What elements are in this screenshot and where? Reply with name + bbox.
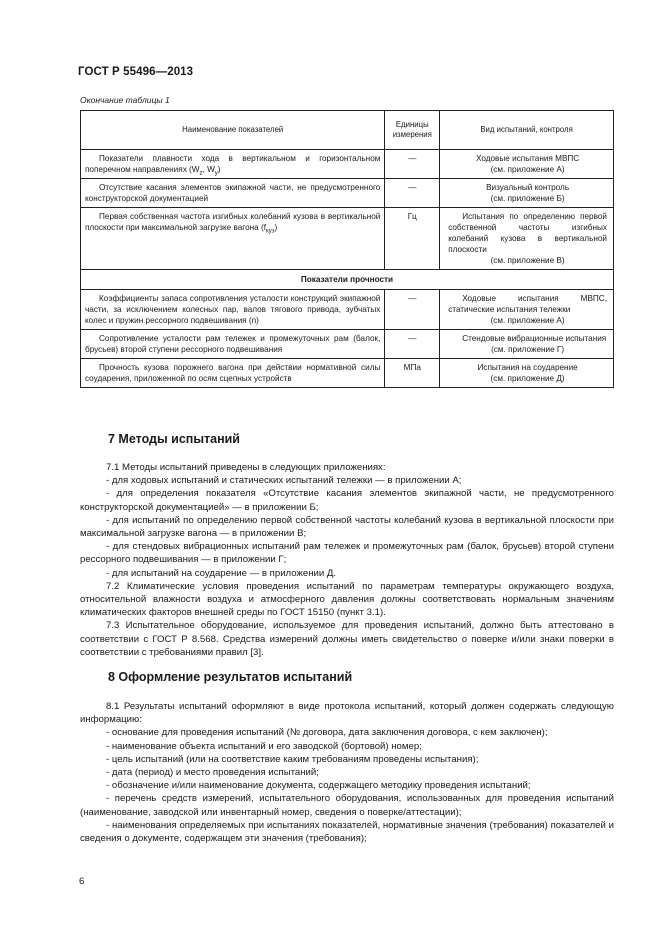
- list-item: - для определения показателя «Отсутствие касания элементов экипажной части, не предусмотренного конструкторской документацией» — в приложении Б;: [80, 488, 614, 513]
- table-row: [81, 290, 614, 330]
- method-cell: Визуальный контроль (см. приложение Б): [440, 179, 614, 208]
- table-row: [81, 359, 614, 388]
- section-8-body: [80, 700, 614, 845]
- paragraph: 7.1 Методы испытаний приведены в следующих приложениях:: [106, 462, 386, 473]
- column-header-unit: Единицы измерения: [385, 111, 440, 150]
- standard-header: ГОСТ Р 55496—2013: [78, 66, 194, 78]
- paragraph: 7.2 Климатические условия проведения испытаний по параметрам температуры окружающего воздуха, относительной влажности воздуха и атмосферного давления должны соответствовать нормальным значениям климатических факторов внешней среды по ГОСТ 15150 (пункт 3.1).: [80, 580, 614, 619]
- unit-cell: —: [385, 290, 440, 330]
- page-number: 6: [79, 876, 85, 887]
- list-item: - обозначение и/или наименование документа, содержащего методику проведения испытаний;: [106, 780, 531, 792]
- section-7-title: 7 Методы испытаний: [108, 432, 240, 446]
- list-item: - наименование объекта испытаний и его заводской (бортовой) номер;: [106, 740, 422, 752]
- section-8-title: 8 Оформление результатов испытаний: [108, 670, 353, 684]
- unit-cell: —: [385, 150, 440, 179]
- list-item: - основание для проведения испытаний (№ договора, дата заключения договора, с кем заключен);: [106, 727, 548, 739]
- parameter-cell: Показатели плавности хода в вертикальном и горизонтальном поперечном направлениях ($W_z$, $W_y$): [81, 150, 385, 179]
- parameter-cell: Коэффициенты запаса сопротивления усталости конструкций экипажной части, за исключением колесных пар, валов тягового привода, зубчатых колес и пружин рессорного подвешивания (n): [81, 290, 385, 330]
- table-row: [81, 179, 614, 208]
- method-cell: Испытания на соударение (см. приложение Д): [440, 359, 614, 388]
- list-item: - для испытаний по определению первой собственной частоты колебаний кузова в вертикальной плоскости при максимальной загрузке вагона — в приложении В;: [80, 514, 614, 540]
- parameter-cell: Прочность кузова порожнего вагона при действии нормативной силы соударения, приложенной по осям сцепных устройств: [81, 359, 385, 388]
- unit-cell: Гц: [385, 208, 440, 270]
- table-row: [81, 208, 614, 270]
- table-row: [81, 330, 614, 359]
- table-section-row: [81, 270, 614, 290]
- list-item: - для ходовых испытаний и статических испытаний тележки — в приложении А;: [106, 475, 462, 487]
- table-row: [81, 150, 614, 179]
- unit-cell: —: [385, 330, 440, 359]
- parameter-cell: Отсутствие касания элементов экипажной части, не предусмотренного конструкторской документацией: [81, 179, 385, 208]
- list-item: - перечень средств измерений, испытательного оборудования, использованных для проведения испытаний (наименование, заводской или инвентарный номер, сведения о поверке/аттестации);: [80, 793, 614, 818]
- method-cell: Стендовые вибрационные испытания (см. приложение Г): [440, 330, 614, 359]
- section-label: Показатели прочности: [81, 270, 614, 290]
- indicators-table: [80, 110, 614, 388]
- paragraph: 8.1 Результаты испытаний оформляют в виде протокола испытаний, который должен содержать следующую информацию:: [80, 701, 614, 726]
- list-item: - для стендовых вибрационных испытаний рам тележек и промежуточных рам (балок, брусьев) второй ступени рессорного подвешивания — в приложении Г;: [80, 541, 614, 566]
- method-cell: Ходовые испытания МВПС, статические испытания тележки (см. приложение А): [440, 290, 614, 330]
- column-header-method: Вид испытаний, контроля: [440, 111, 614, 150]
- table-caption: Окончание таблицы 1: [80, 95, 170, 105]
- list-item: - цель испытаний (или на соответствие каким требованиям проведены испытания);: [106, 753, 479, 765]
- section-7-body: [80, 461, 614, 659]
- unit-cell: —: [385, 179, 440, 208]
- method-cell: Ходовые испытания МВПС (см. приложение А): [440, 150, 614, 179]
- unit-cell: МПа: [385, 359, 440, 388]
- column-header-name: Наименование показателей: [81, 111, 385, 150]
- list-item: - для испытаний на соударение — в приложении Д.: [106, 567, 337, 579]
- parameter-cell: Первая собственная частота изгибных колебаний кузова в вертикальной плоскости при максимальной загрузке вагона $(f_{куз})$: [81, 208, 385, 270]
- method-cell: Испытания по определению первой собственной частоты изгибных колебаний кузова в вертикальной плоскости (см. приложение В): [440, 208, 614, 270]
- paragraph: 7.3 Испытательное оборудование, используемое для проведения испытаний, должно быть аттестовано в соответствии с ГОСТ Р 8.568. Средства измерений должны иметь свидетельство о поверке и/или знаки поверки в соответствии с требованиями правил [3].: [80, 620, 614, 658]
- list-item: - дата (период) и место проведения испытаний;: [106, 767, 319, 779]
- list-item: - наименования определяемых при испытаниях показателей, нормативные значения (требования) показателей и сведения о документе, содержащем эти значения (требования);: [80, 819, 614, 845]
- parameter-cell: Сопротивление усталости рам тележек и промежуточных рам (балок, брусьев) второй ступени рессорного подвешивания: [81, 330, 385, 359]
- table-header-row: [81, 111, 614, 150]
